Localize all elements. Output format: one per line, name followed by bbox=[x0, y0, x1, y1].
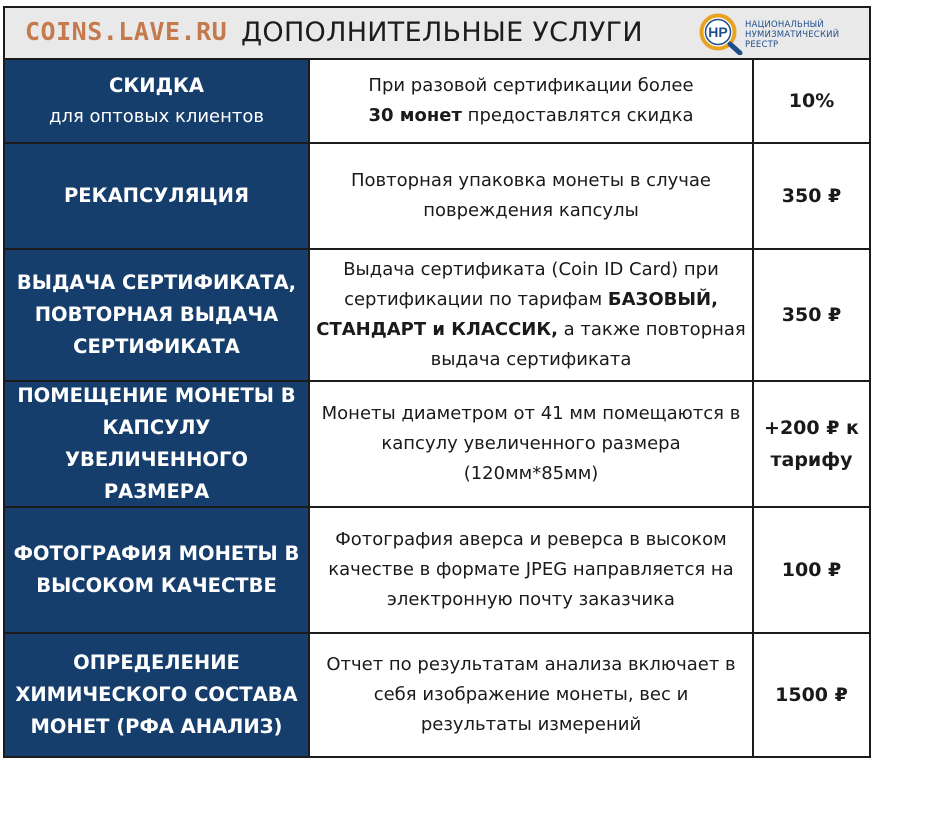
service-name-cell bbox=[5, 60, 310, 142]
service-name-cell bbox=[5, 634, 310, 756]
service-description-cell bbox=[310, 508, 754, 632]
service-description-cell bbox=[310, 60, 754, 142]
services-table bbox=[3, 6, 871, 758]
table-row bbox=[5, 382, 869, 508]
service-title: ФОТОГРАФИЯ МОНЕТЫ В ВЫСОКОМ КАЧЕСТВЕ bbox=[13, 542, 300, 597]
table-row bbox=[5, 144, 869, 250]
description-text: Повторная упаковка монеты в случае повреждения капсулы bbox=[351, 170, 711, 221]
description-text: Отчет по результатам анализа включает в себя изображение монеты, вес и результаты измерений bbox=[326, 654, 736, 735]
table-row bbox=[5, 634, 869, 756]
price-value: 10% bbox=[788, 90, 835, 112]
description-text: предоставлятся скидка bbox=[461, 105, 694, 126]
service-title: СКИДКА bbox=[109, 74, 204, 97]
table-row bbox=[5, 508, 869, 634]
description-text: Монеты диаметром от 41 мм помещаются в капсулу увеличенного размера (120мм*85мм) bbox=[321, 403, 741, 484]
service-name-cell bbox=[5, 508, 310, 632]
price-value: 350 ₽ bbox=[781, 185, 842, 207]
service-description bbox=[316, 525, 746, 615]
logo-line: РЕЕСТР bbox=[745, 40, 779, 50]
description-text: а также повторная выдача сертификата bbox=[430, 319, 746, 370]
price-cell bbox=[754, 382, 869, 506]
price-cell bbox=[754, 508, 869, 632]
service-name-cell bbox=[5, 382, 310, 506]
service-description bbox=[316, 650, 746, 740]
price-value: 1500 ₽ bbox=[775, 684, 848, 706]
svg-text:НР: НР bbox=[708, 24, 728, 40]
magnifier-logo-icon bbox=[697, 11, 743, 55]
table-row bbox=[5, 250, 869, 382]
logo-line: НАЦИОНАЛЬНЫЙ bbox=[745, 20, 824, 30]
service-title: ОПРЕДЕЛЕНИЕ ХИМИЧЕСКОГО СОСТАВА МОНЕТ (РФА АНАЛИЗ) bbox=[15, 651, 298, 738]
description-text: Фотография аверса и реверса в высоком качестве в формате JPEG направляется на электронную почту заказчика bbox=[328, 529, 734, 610]
service-description-cell bbox=[310, 382, 754, 506]
service-description bbox=[368, 71, 693, 131]
table-header bbox=[5, 8, 869, 60]
logo-text bbox=[745, 20, 839, 50]
price-cell bbox=[754, 250, 869, 380]
registry-logo bbox=[697, 11, 867, 55]
price-value: +200 ₽ к тарифу bbox=[764, 417, 859, 471]
service-title: РЕКАПСУЛЯЦИЯ bbox=[64, 184, 249, 207]
description-text: При разовой сертификации более bbox=[368, 75, 694, 96]
service-description bbox=[316, 399, 746, 489]
price-cell bbox=[754, 634, 869, 756]
logo-line: НУМИЗМАТИЧЕСКИЙ bbox=[745, 30, 840, 40]
service-description-cell bbox=[310, 250, 754, 380]
service-title: ВЫДАЧА СЕРТИФИКАТА, ПОВТОРНАЯ ВЫДАЧА СЕРТИФИКАТА bbox=[16, 271, 297, 358]
price-value: 350 ₽ bbox=[781, 304, 842, 326]
description-bold-text: БАЗОВЫЙ, СТАНДАРТ и КЛАССИК, bbox=[316, 289, 718, 340]
watermark-text: COINS.LAVE.RU bbox=[25, 17, 228, 46]
service-description-cell bbox=[310, 634, 754, 756]
service-name-cell bbox=[5, 250, 310, 380]
service-title: ПОМЕЩЕНИЕ МОНЕТЫ В КАПСУЛУ УВЕЛИЧЕННОГО РАЗМЕРА bbox=[17, 384, 296, 503]
service-subtitle: для оптовых клиентов bbox=[49, 106, 264, 127]
price-cell bbox=[754, 60, 869, 142]
description-text: Выдача сертификата (Coin ID Card) при сертификации по тарифам bbox=[343, 259, 719, 310]
service-name-cell bbox=[5, 144, 310, 248]
price-value: 100 ₽ bbox=[781, 559, 842, 581]
service-description bbox=[316, 255, 746, 375]
service-description bbox=[316, 166, 746, 226]
description-bold-text: 30 монет bbox=[368, 105, 462, 126]
price-cell bbox=[754, 144, 869, 248]
page-title: ДОПОЛНИТЕЛЬНЫЕ УСЛУГИ bbox=[241, 17, 643, 48]
table-row bbox=[5, 60, 869, 144]
service-description-cell bbox=[310, 144, 754, 248]
